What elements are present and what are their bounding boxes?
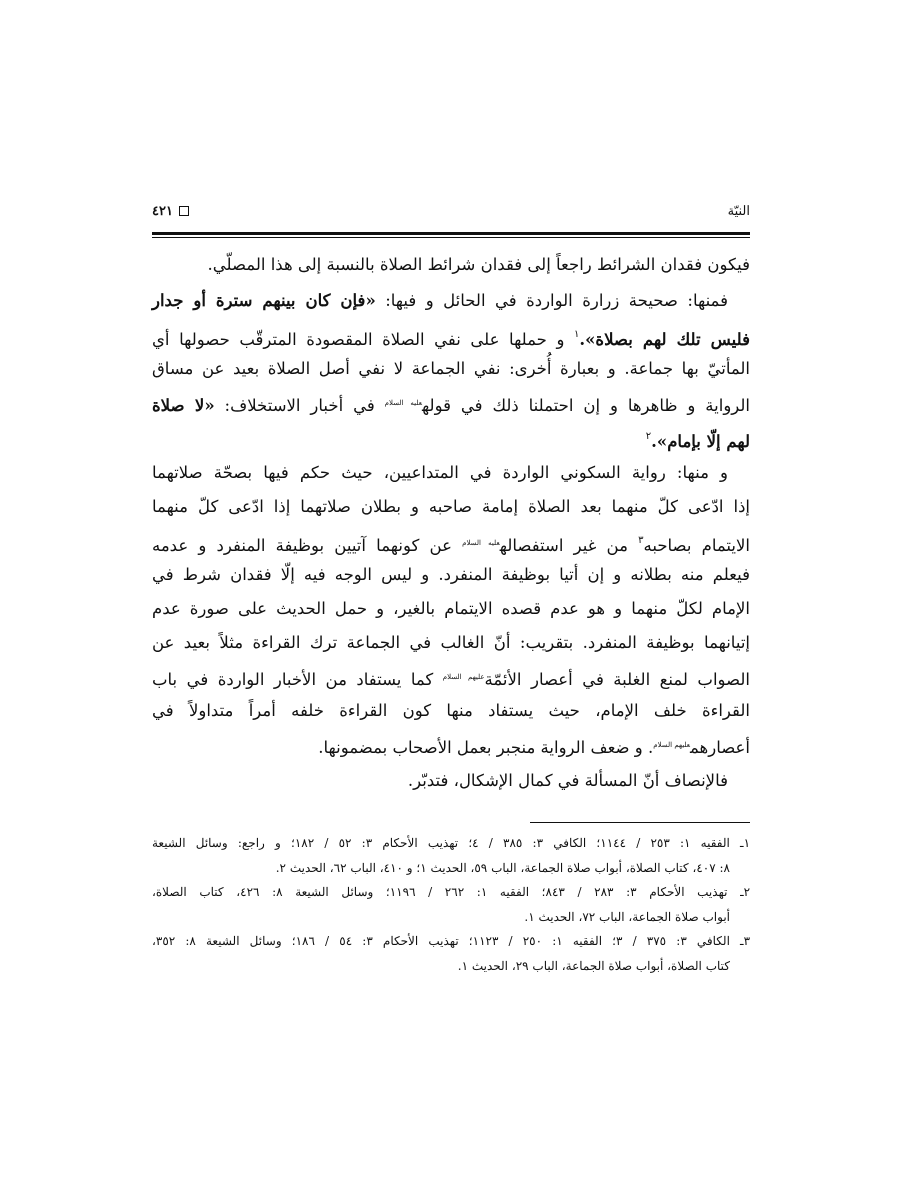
text-line [152, 456, 750, 490]
text-run: إذا ادّعى كلّ منهما بعد الصلاة إمامة صاحبه و بطلان صلاتهما إذا ادّعى كلّ منهما [152, 497, 750, 516]
text-run: و منها: رواية السكوني الواردة في المتداعيين، حيث حكم فيها بصحّة صلاتهما [152, 463, 728, 482]
page-number-block [152, 204, 189, 219]
footnote-line: كتاب الصلاة، أبواب صلاة الجماعة، الباب ٢٩، الحديث ١. [457, 958, 730, 973]
honorific-glyph: عليه السلام [384, 399, 422, 407]
text-run: من غير استفصاله [499, 536, 639, 555]
text-run: . و ضعف الرواية منجبر بعمل الأصحاب بمضمونها. [318, 738, 654, 757]
honorific-glyph: عليه السلام [462, 539, 500, 547]
text-line [152, 386, 750, 420]
text-run: الصواب لمنع الغلبة في أعصار الأئمّة [484, 670, 750, 689]
text-line [152, 284, 750, 318]
footnote-ref: ٣ [638, 535, 644, 546]
paragraph [152, 764, 750, 798]
text-line [152, 524, 750, 558]
footnote-line: أبواب صلاة الجماعة، الباب ٧٢، الحديث ١. [524, 909, 730, 924]
text-run: الرواية و ظاهرها و إن احتملنا ذلك في قوله [421, 396, 751, 415]
footnotes [152, 831, 750, 978]
footnote-separator [530, 822, 750, 823]
text-run: في أخبار الاستخلاف: [214, 396, 385, 415]
text-line [152, 248, 750, 282]
text-run: المأتيّ بها جماعة. و بعبارة أُخرى: نفي الجماعة لا نفي أصل الصلاة بعيد عن مساق [152, 359, 750, 378]
text-run: القراءة خلف الإمام، حيث يستفاد منها كون القراءة خلفه أمراً متداولاً في [152, 701, 750, 720]
chapter-title: النيّة [727, 203, 750, 219]
text-line [152, 558, 750, 592]
quoted-hadith: «لا صلاة [152, 396, 215, 415]
text-run: فالإنصاف أنّ المسألة في كمال الإشكال، فتدبّر. [407, 771, 728, 790]
honorific-glyph: عليهم السلام [653, 741, 691, 749]
footnote-line: ٢ـ تهذيب الأحكام ٣: ٢٨٣ / ٨٤٣؛ الفقيه ١: ٢٦٢ / ١١٩٦؛ وسائل الشيعة ٨: ٤٢٦، كتاب الصلاة، [152, 885, 751, 899]
text-run: الإمام لكلّ منهما و هو عدم قصده الايتمام بالغير، و حمل الحديث على صورة عدم [152, 599, 750, 618]
quoted-hadith: «فإن كان بينهم سترة أو جدار [152, 291, 376, 310]
text-line [152, 352, 750, 386]
text-run: و حملها على نفي الصلاة المقصودة المترقّب حصولها أي [152, 330, 574, 349]
main-text [152, 248, 750, 798]
square-ornament-icon [179, 206, 189, 216]
text-run: فيكون فقدان الشرائط راجعاً إلى فقدان شرائط الصلاة بالنسبة إلى هذا المصلّي. [207, 255, 750, 274]
text-run: أعصارهم [690, 738, 750, 757]
text-run: كما يستفاد من الأخبار الواردة في باب [152, 670, 443, 689]
text-run: الايتمام بصاحبه [643, 536, 750, 555]
header-rule-thick [152, 232, 750, 235]
paragraph [152, 456, 750, 762]
page-number: ٤٢١ [152, 203, 173, 219]
text-line [152, 420, 750, 454]
text-line [152, 764, 750, 798]
text-line [152, 592, 750, 626]
text-run: عن كونهما آتيين بوظيفة المنفرد و عدمه [152, 536, 463, 555]
text-line [152, 318, 750, 352]
footnote-line: ١ـ الفقيه ١: ٢٥٣ / ١١٤٤؛ الكافي ٣: ٣٨٥ / ٤؛ تهذيب الأحكام ٣: ٥٢ / ١٨٢؛ و راجع: وسائل الشيعة [152, 836, 751, 850]
honorific-glyph: عليهم السلام [442, 673, 485, 681]
paragraph [152, 248, 750, 282]
text-line [152, 660, 750, 694]
text-line [152, 626, 750, 660]
text-line [152, 490, 750, 524]
footnote-line: ٣ـ الكافي ٣: ٣٧٥ / ٣؛ الفقيه ١: ٢٥٠ / ١١٢٣؛ تهذيب الأحكام ٣: ٥٤ / ١٨٦؛ وسائل الشيعة ٨: ٣٥٢، [152, 934, 751, 948]
text-line [152, 694, 750, 728]
text-run: إتيانهما بوظيفة المنفرد. بتقريب: أنّ الغالب في الجماعة ترك القراءة مثلاً بعيد عن [152, 633, 750, 652]
paragraph [152, 284, 750, 454]
header-rule-thin [152, 237, 750, 238]
quoted-hadith: لهم إلّا بإمام». [651, 432, 750, 451]
footnote-ref: ١ [574, 329, 580, 340]
text-run: فمنها: صحيحة زرارة الواردة في الحائل و فيها: [375, 291, 728, 310]
text-line [152, 728, 750, 762]
footnote-line: ٨: ٤٠٧، كتاب الصلاة، أبواب صلاة الجماعة، الباب ٥٩، الحديث ١؛ و ٤١٠، الباب ٦٢، الحديث ٢. [275, 860, 730, 875]
running-header [152, 199, 750, 223]
text-run: فيعلم منه بطلانه و إن أتيا بوظيفة المنفرد. و ليس الوجه فيه إلّا فقدان شرط في [152, 565, 750, 584]
quoted-hadith: فليس تلك لهم بصلاة». [579, 330, 750, 349]
footnote-ref: ٢ [645, 431, 652, 442]
